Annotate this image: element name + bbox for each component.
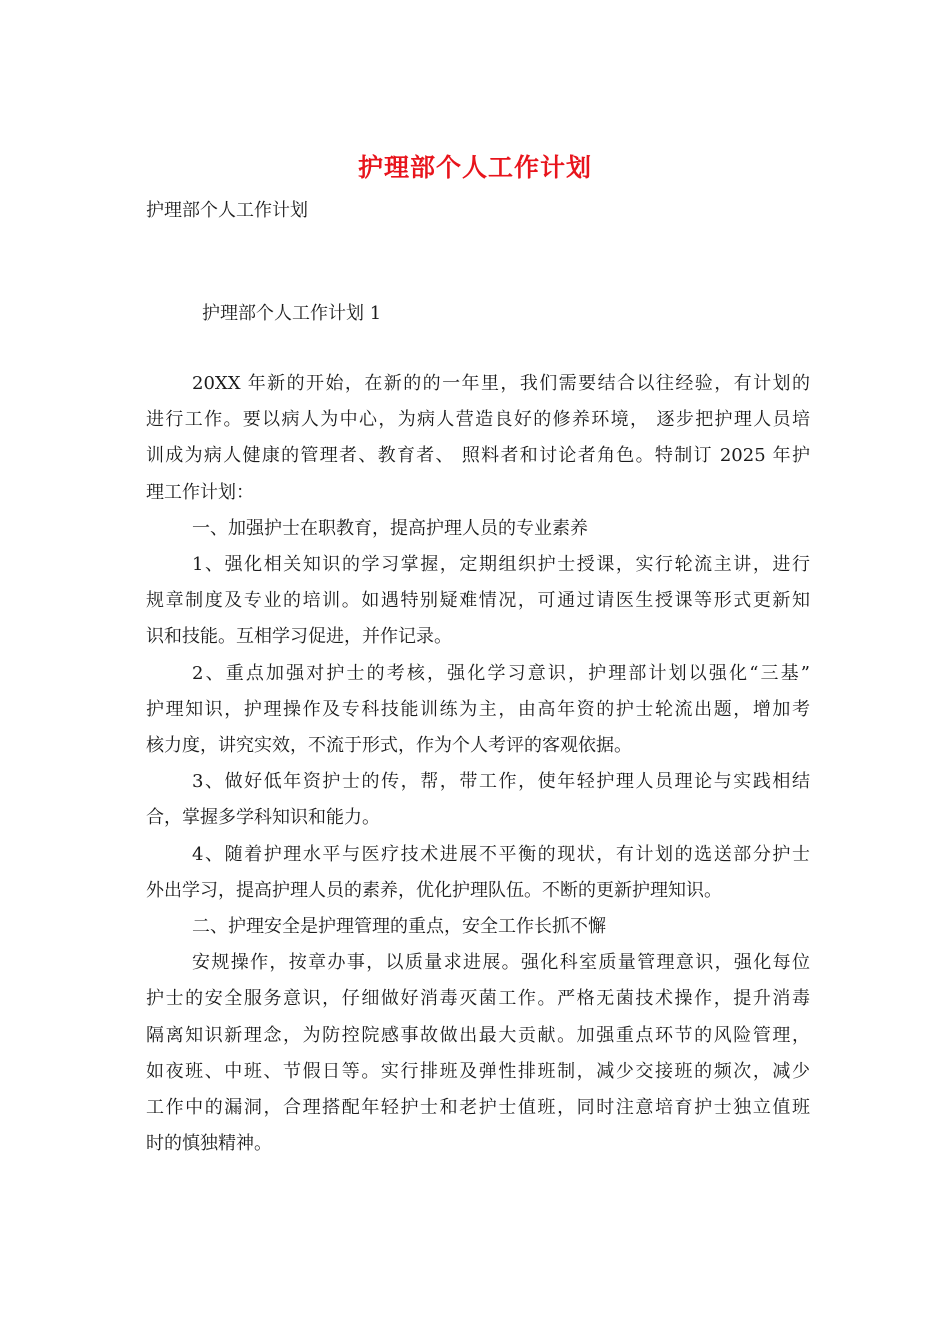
paragraph-line: 核力度，讲究实效，不流于形式，作为个人考评的客观依据。 [146,735,632,757]
paragraph-line: 隔离知识新理念，为防控院感事故做出最大贡献。加强重点环节的风险管理， [146,1024,810,1046]
paragraph-line: 合，掌握多学科知识和能力。 [146,807,380,829]
paragraph [146,547,810,656]
paragraph-line: 进行工作。要以病人为中心，为病人营造良好的修养环境， 逐步把护理人员培 [146,409,810,431]
paragraph [146,764,810,836]
section-title: 护理部个人工作计划 1 [202,303,382,324]
paragraph-line: 时的慎独精神。 [146,1133,272,1155]
document-subtitle: 护理部个人工作计划 [146,200,308,221]
document-body [146,366,810,1162]
paragraph [146,837,810,909]
paragraph-line: 20XX 年新的开始，在新的的一年里，我们需要结合以往经验，有计划的 [192,373,810,394]
paragraph-line: 识和技能。互相学习促进，并作记录。 [146,626,452,648]
paragraph-line: 工作中的漏洞，合理搭配年轻护士和老护士值班，同时注意培育护士独立值班 [146,1097,810,1119]
paragraph-line: 4、随着护理水平与医疗技术进展不平衡的现状，有计划的选送部分护士 [192,843,810,865]
paragraph-line: 安规操作，按章办事，以质量求进展。强化科室质量管理意识，强化每位 [192,952,810,974]
paragraph-line: 1、强化相关知识的学习掌握，定期组织护士授课，实行轮流主讲，进行 [192,554,810,576]
paragraph-line: 如夜班、中班、节假日等。实行排班及弹性排班制，减少交接班的频次，减少 [146,1060,810,1082]
paragraph-line: 理工作计划： [146,481,254,503]
paragraph [146,511,810,547]
paragraph [146,656,810,765]
paragraph-line: 护理知识，护理操作及专科技能训练为主，由高年资的护士轮流出题，增加考 [146,698,810,720]
paragraph-line: 一、加强护士在职教育，提高护理人员的专业素养 [192,517,588,539]
paragraph [146,366,810,511]
paragraph-line: 训成为病人健康的管理者、教育者、 照料者和讨论者角色。特制订 2025 年护 [146,445,810,467]
paragraph-line: 二、护理安全是护理管理的重点，安全工作长抓不懈 [192,916,606,938]
paragraph-line: 2、重点加强对护士的考核，强化学习意识，护理部计划以强化“三基” [192,662,810,684]
paragraph-line: 规章制度及专业的培训。如遇特别疑难情况，可通过请医生授课等形式更新知 [146,590,810,612]
paragraph-line: 外出学习，提高护理人员的素养，优化护理队伍。不断的更新护理知识。 [146,879,722,901]
document-title: 护理部个人工作计划 [357,153,592,182]
paragraph [146,945,810,1162]
paragraph [146,909,810,945]
paragraph-line: 护士的安全服务意识，仔细做好消毒灭菌工作。严格无菌技术操作，提升消毒 [146,988,810,1010]
paragraph-line: 3、做好低年资护士的传，帮，带工作，使年轻护理人员理论与实践相结 [192,771,810,793]
